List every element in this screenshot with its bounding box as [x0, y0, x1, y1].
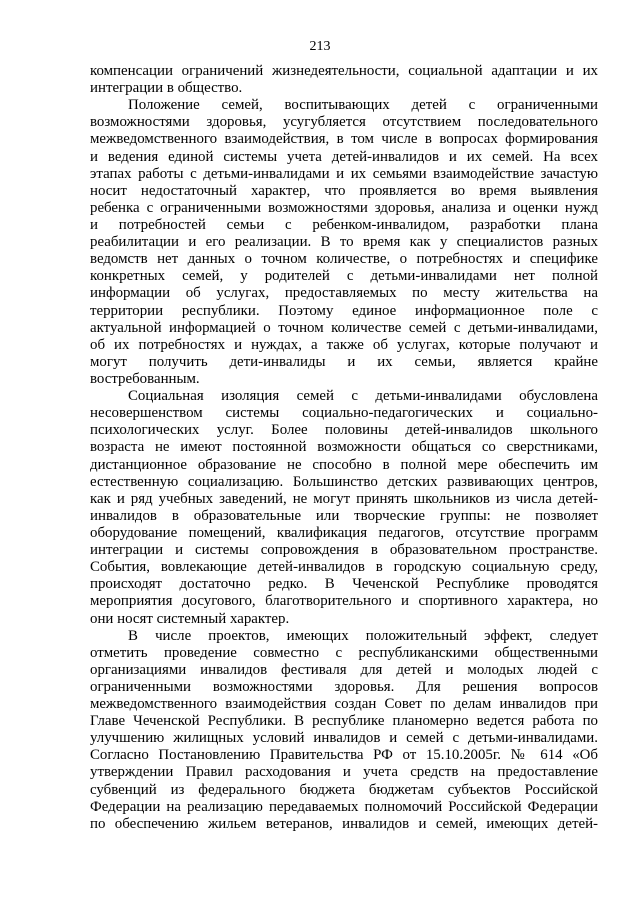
text-line: об их потребностях и нуждах, а также об услугах, которые получают и — [90, 336, 598, 353]
text-line: несовершенством системы социально-педагогических и социально- — [90, 405, 598, 422]
text-line: они носят системный характер. — [90, 610, 290, 627]
text-line: актуальной информацией о точном количестве семей с детьми-инвалидами, — [90, 319, 598, 336]
text-line: могут получить дети-инвалиды и их семьи, является крайне — [90, 353, 598, 370]
text-line: организациями инвалидов фестиваля для детей и молодых людей с — [90, 661, 598, 678]
text-line: улучшению жилищных условий инвалидов и семей с детьми-инвалидами. — [90, 730, 598, 747]
text-line: ребенка с ограниченными возможностями здоровья, анализа и оценки нужд — [90, 199, 598, 216]
text-line: реабилитации и его реализации. В то время как у специалистов разных — [90, 234, 598, 251]
text-line: Положение семей, воспитывающих детей с ограниченными — [128, 97, 598, 114]
text-line: носит недостаточный характер, что проявляется во время выявления — [90, 182, 598, 199]
text-line: Согласно Постановлению Правительства РФ от 15.10.2005г. № 614 «Об — [90, 747, 598, 764]
text-line: мероприятия досугового, благотворительного и спортивного характера, но — [90, 593, 598, 610]
text-line: События, вовлекающие детей-инвалидов в городскую социальную среду, — [90, 559, 598, 576]
text-line: субвенций из федерального бюджета бюджетам субъектов Российской — [90, 781, 598, 798]
text-line: как и ряд учебных заведений, не могут принять школьников из числа детей- — [90, 490, 598, 507]
text-line: компенсации ограничений жизнедеятельности, социальной адаптации и их — [90, 63, 598, 79]
text-line: конкретных семей, у родителей с детьми-инвалидами нет полной — [90, 268, 598, 285]
text-line: Социальная изоляция семей с детьми-инвалидами обусловлена — [128, 388, 598, 405]
text-line: по обеспечению жильем ветеранов, инвалидов и семей, имеющих детей- — [90, 815, 598, 832]
text-line: Главе Чеченской Республики. В республике планомерно ведется работа по — [90, 713, 598, 730]
text-line: межведомственного взаимодействия, в том числе в вопросах формирования — [90, 131, 598, 148]
text-line: ограниченными возможностями здоровья. Для решения вопросов — [90, 678, 598, 695]
text-line: востребованным. — [90, 370, 200, 387]
text-line: утверждении Правил расходования и учета средств на предоставление — [90, 764, 598, 781]
text-line: Федерации на реализацию передаваемых полномочий Российской Федерации — [90, 798, 598, 815]
text-line: оборудование помещений, квалификация педагогов, отсутствие программ — [90, 524, 598, 541]
text-line: происходят достаточно редко. В Чеченской Республике проводятся — [90, 576, 598, 593]
text-line: и потребностей семьи с ребенком-инвалидом, разработки плана — [90, 216, 598, 233]
text-line: информации об услугах, предоставляемых по месту жительства на — [90, 285, 598, 302]
text-line: возраста не имеют постоянной возможности общаться со сверстниками, — [90, 439, 598, 456]
text-line: дистанционное образование не способно в полной мере обеспечить им — [90, 456, 598, 473]
text-line: инвалидов в образовательные или творческие группы: не позволяет — [90, 507, 598, 524]
text-line: отметить проведение совместно с республиканскими общественными — [90, 644, 598, 661]
text-line: и ведения единой системы учета детей-инвалидов и их семей. На всех — [90, 148, 598, 165]
text-line: этапах работы с детьми-инвалидами и их семьями взаимодействие зачастую — [90, 165, 598, 182]
text-line: ведомств нет данных о точном количестве, о потребностях и специфике — [90, 251, 598, 268]
text-line: интеграции в общество. — [90, 80, 243, 97]
text-line: В числе проектов, имеющих положительный эффект, следует — [128, 627, 598, 644]
text-line: возможностями здоровья, усугубляется отсутствием последовательного — [90, 114, 598, 131]
text-line: естественную социализацию. Большинство детских развивающих центров, — [90, 473, 598, 490]
text-line: территории республики. Поэтому единое информационное поле с — [90, 302, 598, 319]
text-line: межведомственного взаимодействия создан Совет по делам инвалидов при — [90, 696, 598, 713]
body-text — [90, 63, 598, 833]
text-line: интеграции и системы сопровождения в образовательном пространстве. — [90, 542, 598, 559]
page-number: 213 — [309, 39, 331, 54]
text-line: психологических услуг. Более половины детей-инвалидов школьного — [90, 422, 598, 439]
